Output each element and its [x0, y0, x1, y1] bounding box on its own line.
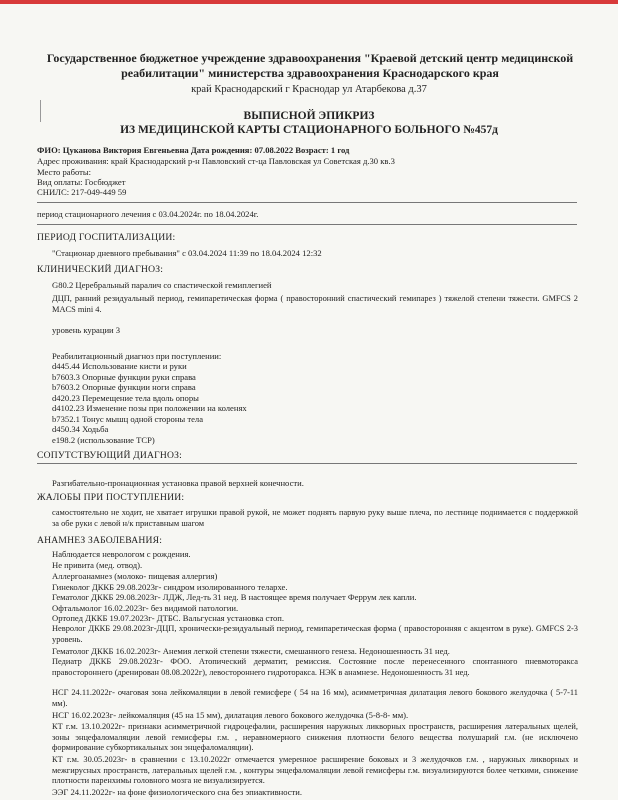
rehab-item: b7603.3 Опорные функции руки справа: [52, 371, 196, 382]
anamnesis-item: НСГ 16.02.2023г- лейкомаляция (45 на 15 мм), дилатация левого бокового желудочка (5-8-8- мм).: [52, 710, 409, 720]
treatment-period: период стационарного лечения с 03.04.2024г. по 18.04.2024г.: [37, 209, 259, 219]
anamnesis-item: КТ г.м. 13.10.2022г- признаки асимметричной гидроцефалии, расширения наружных ликворных пространств, расширения латеральных щелей, зоны энцефаломаляции левой гемисферы г.м. , неравномерного снижения плотности белого вещества полушарий г.м. (не исключено формирование субкортикальных зон энцефаломаляции).: [52, 722, 578, 752]
divider: [37, 463, 577, 464]
patient-workplace: Место работы:: [37, 167, 92, 177]
anamnesis-item: Гинеколог ДККБ 29.08.2023г- синдром изолированного телархе.: [52, 581, 288, 592]
curation-level: уровень курации 3: [52, 325, 121, 335]
anamnesis-item: Не привита (мед. отвод).: [52, 560, 143, 570]
clinical-text: ДЦП, ранний резидуальный период, гемипаретическая форма ( правосторонний спастический гемипарез ) тяжелой степени тяжести. GMFCS 2 MACS mini 4.: [52, 294, 578, 314]
scan-edge: [0, 0, 618, 4]
complaints-text: самостоятельно не ходит, не хватает игрушки правой рукой, не может поднять парвую руку выше плеча, по лестнице поднимается с поддержкой за обе руки с левой н/к приставным шагом: [52, 508, 578, 528]
anamnesis-item: ЭЭГ 24.11.2022г- на фоне физиологического сна без эпиактивности.: [52, 787, 303, 797]
concomitant-text: Разгибательно-пронационная установка правой верхней конечности.: [52, 478, 304, 488]
divider: [37, 224, 577, 225]
anamnesis-item: КТ г.м. 30.05.2023г- в сравнении с 13.10.2022г отмечается умеренное расширение боковых и 3 желудочков г.м. , наружных ликворных и межгирусных пространств, латеральных щелей г.м. , контуры энцефаломаляции левой гемисферы г.м. визуализируются более четкими, снижение плотности паренхимы головного мозга не визуализируется.: [52, 755, 578, 785]
patient-address: Адрес проживания: край Краснодарский р-н Павловский ст-ца Павловская ул Советская д.30 кв.3: [37, 156, 395, 166]
rehab-item: b7603.2 Опорные функции ноги справа: [52, 382, 196, 392]
clinical-code: G80.2 Церебральный паралич со спастической гемиплегией: [52, 280, 272, 290]
section-heading-anamnesis: АНАМНЕЗ ЗАБОЛЕВАНИЯ:: [37, 535, 163, 546]
rehab-heading: Реабилитационный диагноз при поступлении:: [52, 351, 222, 361]
rehab-item: e198.2 (использование ТСР): [52, 434, 155, 445]
anamnesis-item: Невролог ДККБ 29.08.2023г-ДЦП, хронически-резидуальный период, гемипаретическая форма ( правосторонняя с акцентом в руке). GMFCS 2-3 уровень.: [52, 624, 578, 644]
patient-payment: Вид оплаты: Госбюджет: [37, 177, 126, 187]
institution-address: край Краснодарский г Краснодар ул Атарбекова д.37: [191, 84, 427, 95]
institution-name: Государственное бюджетное учреждение здравоохранения "Краевой детский центр медицинской реабилитации" министерства здравоохранения Краснодарского края: [46, 51, 574, 80]
anamnesis-item: Гематолог ДККБ 16.02.2023г- Анемия легкой степени тяжести, смешанного генеза. Недоношенность 31 нед.: [52, 646, 450, 656]
anamnesis-item: Аллергоанамнез (молоко- пищевая аллергия): [52, 571, 218, 581]
anamnesis-item: Педиатр ДККБ 29.08.2023г- ФОО. Атопический дерматит, ремиссия. Состояние после перенесенного спонтанного пневмоторакса правостороннего (дренирован 08.08.2022г), левостороннего гидроторакса. НЭК в анамнезе. Недоношенность 31 нед.: [52, 657, 578, 677]
patient-fio: ФИО: Цуканова Виктория Евгеньевна Дата рождения: 07.08.2022 Возраст: 1 год: [37, 145, 350, 155]
rehab-item: d420.23 Перемещение тела вдоль опоры: [52, 392, 199, 403]
anamnesis-item: Ортопед ДККБ 19.07.2023г- ДТБС. Вальгусная установка стоп.: [52, 613, 285, 623]
divider: [37, 202, 577, 203]
anamnesis-item: Гематолог ДККБ 29.08.2023г- ЛДЖ, Лед-ть 31 нед. В настоящее время получает Феррум лек капли.: [52, 592, 417, 602]
section-heading-concomitant: СОПУТСТВУЮЩИЙ ДИАГНОЗ:: [37, 450, 183, 461]
section-heading-complaints: ЖАЛОБЫ ПРИ ПОСТУПЛЕНИИ:: [37, 492, 185, 503]
rehab-item: d450.34 Ходьба: [52, 424, 109, 434]
rehab-item: d445.44 Использование кисти и руки: [52, 361, 187, 371]
anamnesis-item: Офтальмолог 16.02.2023г- без видимой патологии.: [52, 602, 239, 613]
patient-snils: СНИЛС: 217-049-449 59: [37, 187, 127, 197]
hospitalization-text: "Стационар дневного пребывания" с 03.04.2024 11:39 по 18.04.2024 12:32: [52, 248, 322, 258]
doc-subtitle: ИЗ МЕДИЦИНСКОЙ КАРТЫ СТАЦИОНАРНОГО БОЛЬНОГО №457д: [120, 124, 498, 136]
section-heading-clinical: КЛИНИЧЕСКИЙ ДИАГНОЗ:: [37, 264, 164, 275]
anamnesis-item: Наблюдается неврологом с рождения.: [52, 549, 191, 559]
anamnesis-item: НСГ 24.11.2022г- очаговая зона лейкомаляции в левой гемисфере ( 54 на 16 мм), асимметричная дилатация левого бокового желудочка ( 5-7-11 мм).: [52, 688, 578, 708]
doc-title: ВЫПИСНОЙ ЭПИКРИЗ: [243, 110, 375, 122]
rehab-item: b7352.1 Тонус мышц одной стороны тела: [52, 413, 204, 424]
rehab-item: d4102.23 Изменение позы при положении на коленях: [52, 403, 247, 413]
section-heading-hospitalization: ПЕРИОД ГОСПИТАЛИЗАЦИИ:: [37, 232, 176, 243]
